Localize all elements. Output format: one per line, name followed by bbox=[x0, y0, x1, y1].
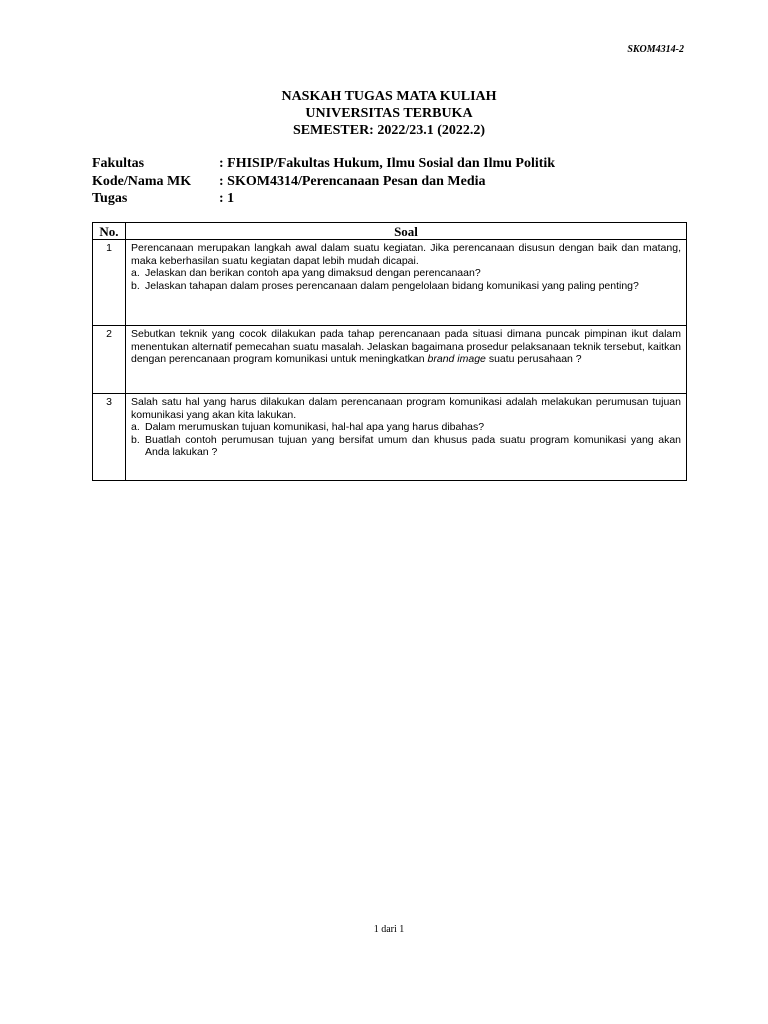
sub-question-text: Dalam merumuskan tujuan komunikasi, hal-hal apa yang harus dibahas? bbox=[145, 421, 485, 434]
question-text bbox=[131, 328, 681, 366]
sub-question-text: Jelaskan tahapan dalam proses perencanaan dalam pengelolaan bidang komunikasi yang paling penting? bbox=[145, 279, 639, 292]
question-number: 2 bbox=[93, 326, 126, 394]
question-text: Salah satu hal yang harus dilakukan dalam perencanaan program komunikasi adalah melakukan perumusan tujuan komunikasi yang akan kita lakukan. bbox=[131, 396, 681, 421]
question-text-end: suatu perusahaan ? bbox=[485, 353, 582, 366]
course-code-value: : SKOM4314/Perencanaan Pesan dan Media bbox=[219, 173, 486, 189]
question-cell bbox=[126, 394, 687, 481]
course-info bbox=[92, 155, 555, 208]
sub-question-letter: b. bbox=[131, 433, 140, 446]
table-header-row bbox=[93, 223, 687, 240]
sub-question-text: Buatlah contoh perumusan tujuan yang bersifat umum dan khusus pada suatu program komunikasi yang akan Anda lakukan ? bbox=[145, 433, 681, 459]
sub-question bbox=[131, 421, 681, 434]
sub-question-letter: a. bbox=[131, 267, 140, 280]
title-line-1: NASKAH TUGAS MATA KULIAH bbox=[281, 89, 497, 104]
question-text-italic: brand image bbox=[427, 353, 486, 366]
question-cell bbox=[126, 326, 687, 394]
course-code-row bbox=[92, 173, 555, 191]
questions-table bbox=[92, 222, 687, 481]
sub-question-text: Jelaskan dan berikan contoh apa yang dimaksud dengan perencanaan? bbox=[145, 267, 481, 280]
question-cell bbox=[126, 240, 687, 326]
sub-question-letter: a. bbox=[131, 421, 140, 434]
course-code-label: Kode/Nama MK bbox=[92, 173, 192, 189]
table-row bbox=[93, 326, 687, 394]
faculty-value: : FHISIP/Fakultas Hukum, Ilmu Sosial dan Ilmu Politik bbox=[219, 156, 556, 171]
column-header-soal: Soal bbox=[126, 223, 687, 240]
page-number: 1 dari 1 bbox=[373, 924, 405, 935]
faculty-row bbox=[92, 155, 555, 173]
question-text: Perencanaan merupakan langkah awal dalam suatu kegiatan. Jika perencanaan disusun dengan baik dan matang, maka keberhasilan suatu kegiatan dapat lebih mudah dicapai. bbox=[131, 242, 681, 267]
assignment-row bbox=[92, 190, 555, 208]
sub-question bbox=[131, 280, 681, 293]
table-row bbox=[93, 394, 687, 481]
assignment-label: Tugas bbox=[92, 191, 128, 206]
title-line-3: SEMESTER: 2022/23.1 (2022.2) bbox=[292, 123, 486, 138]
column-header-no: No. bbox=[93, 223, 126, 240]
document-code: SKOM4314-2 bbox=[627, 44, 684, 55]
sub-question bbox=[131, 434, 681, 459]
question-number: 1 bbox=[93, 240, 126, 326]
faculty-label: Fakultas bbox=[92, 156, 145, 171]
assignment-value: : 1 bbox=[219, 191, 235, 206]
document-title bbox=[0, 88, 768, 139]
table-row bbox=[93, 240, 687, 326]
sub-question bbox=[131, 267, 681, 280]
question-number: 3 bbox=[93, 394, 126, 481]
title-line-2: UNIVERSITAS TERBUKA bbox=[305, 106, 473, 121]
sub-question-letter: b. bbox=[131, 279, 140, 292]
question-text-main: Sebutkan teknik yang cocok dilakukan pada tahap perencanaan pada situasi dimana puncak pimpinan ikut dalam menentukan alternatif pemecahan suatu masalah. Jelaskan bagaimana prosedur pelaksanaan teknik tersebut, kaitkan dengan perencanaan program komunikasi untuk meningkatkan bbox=[131, 328, 681, 366]
